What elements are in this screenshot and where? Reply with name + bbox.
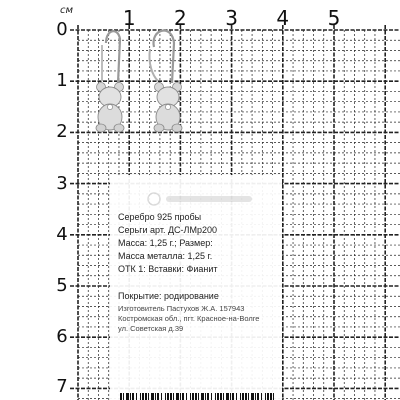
barcode-bar (242, 393, 244, 400)
ruler-x-label: 2 (174, 6, 187, 30)
barcode-bar (195, 393, 197, 400)
barcode-bar (217, 393, 219, 400)
barcode-bar (157, 393, 159, 400)
tag-line: Серебро 925 пробы (118, 212, 202, 222)
tag-line: Масса: 1,25 г.; Размер: (118, 238, 213, 248)
tag-line: ОТК 1: Вставки: Фианит (118, 264, 218, 274)
barcode-bar (215, 393, 216, 400)
tag-line: Изготовитель Пастухов Ж.А. 157943 (118, 304, 245, 313)
barcode-bar (192, 393, 194, 400)
barcode-bar (155, 393, 156, 400)
ruler-y-label: 7 (56, 376, 68, 397)
barcode-bar (130, 393, 131, 400)
tag-line: Масса металла: 1,25 г. (118, 251, 213, 261)
barcode-bar (207, 393, 209, 400)
barcode-bar (136, 393, 137, 400)
barcode-bar (123, 393, 124, 400)
barcode-bar (145, 393, 147, 400)
barcode-bar (248, 393, 249, 400)
barcode-bar (232, 393, 234, 400)
ruler-unit-label: см (60, 5, 74, 16)
barcode-bar (180, 393, 181, 400)
barcode-bar (182, 393, 184, 400)
ruler-y-label: 2 (56, 121, 68, 143)
barcode-bar (273, 393, 274, 400)
barcode-bar (230, 393, 231, 400)
tag-line: Серьги арт. ДС-ЛМр200 (118, 225, 217, 235)
ruler-x-label: 3 (225, 6, 238, 30)
barcode-bar (148, 393, 149, 400)
barcode-bar (265, 393, 266, 400)
barcode-bar (140, 393, 141, 400)
barcode-bar (198, 393, 199, 400)
barcode-bar (245, 393, 247, 400)
barcode-bar (170, 393, 172, 400)
barcode-bar (270, 393, 272, 400)
barcode-bar (120, 393, 122, 400)
barcode-bar (165, 393, 166, 400)
barcode-bar (226, 393, 229, 400)
barcode-bar (126, 393, 129, 400)
barcode-bar (251, 393, 254, 400)
tag-line: ул. Советская д.39 (118, 324, 184, 333)
barcode-bar (173, 393, 174, 400)
tag-line: Костромская обл., пгт. Красное-на-Волге (118, 314, 260, 323)
brand-watermark-icon (146, 190, 256, 208)
ruler-x-label: 5 (327, 6, 341, 30)
ruler-y-label: 5 (56, 275, 68, 296)
barcode-bar (201, 393, 204, 400)
barcode-icon (120, 393, 275, 400)
ruler-x-label: 4 (276, 6, 290, 30)
ruler-y-label: 6 (56, 326, 68, 348)
barcode-bar (255, 393, 256, 400)
barcode-bar (267, 393, 269, 400)
barcode-bar (223, 393, 224, 400)
barcode-bar (257, 393, 259, 400)
barcode-bar (211, 393, 212, 400)
barcode-bar (220, 393, 222, 400)
ruler-y-label: 4 (56, 223, 68, 245)
barcode-bar (240, 393, 241, 400)
ruler-x-label: 1 (122, 6, 136, 30)
barcode-bar (176, 393, 179, 400)
barcode-bar (142, 393, 144, 400)
ruler-y-label: 1 (56, 70, 68, 92)
barcode-bar (186, 393, 187, 400)
barcode-bar (236, 393, 237, 400)
barcode-bar (261, 393, 262, 400)
barcode-bar (161, 393, 162, 400)
left-bear-charm (96, 83, 124, 133)
right-bear-charm (154, 83, 182, 133)
barcode-bar (205, 393, 206, 400)
ruler-y-label: 3 (56, 172, 68, 194)
barcode-bar (132, 393, 134, 400)
ruler-y-label: 0 (56, 19, 68, 40)
product-tag (110, 175, 282, 400)
barcode-bar (151, 393, 154, 400)
bear-earrings-icon (88, 25, 198, 150)
tag-line: Покрытие: родирование (118, 291, 219, 301)
barcode-bar (167, 393, 169, 400)
barcode-bar (190, 393, 191, 400)
